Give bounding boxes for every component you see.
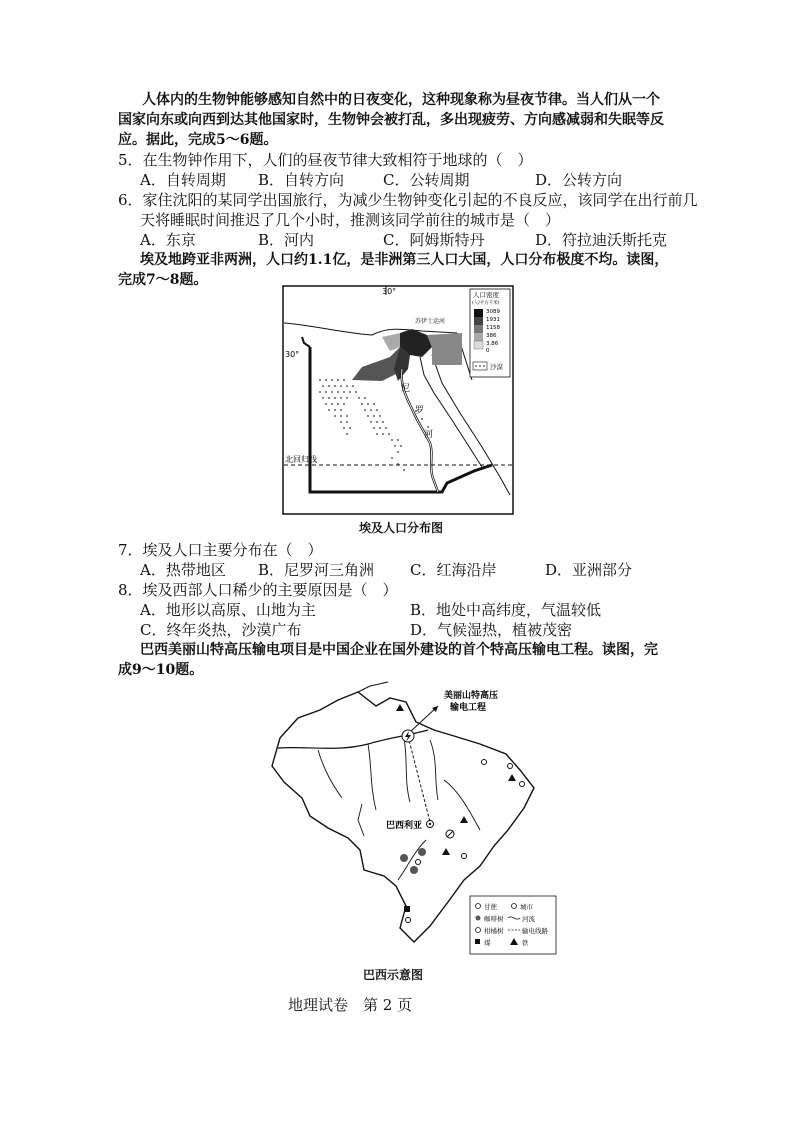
q7-stem: 7．埃及人口主要分布在（ ） (118, 541, 323, 559)
q8-stem: 8．埃及西部人口稀少的主要原因是（ ） (118, 581, 398, 599)
brazil-legend (470, 896, 556, 954)
project-label-line1: 美丽山特高压 (444, 691, 499, 701)
intro1-line2: 国家向东或向西到达其他国家时，生物钟会被打乱，多出现疲劳、方向感减弱和失眠等反 (118, 112, 664, 128)
q5-option-c: C．公转周期 (383, 171, 470, 189)
river-label-char2: 罗 (415, 406, 425, 416)
brasilia-label: 巴西利亚 (386, 821, 423, 831)
legend-iron: 铁 (522, 939, 529, 947)
intro1-line1: 人体内的生物钟能够感知自然中的日夜变化，这种现象称为昼夜节律。当人们从一个 (142, 92, 660, 108)
project-label-line2: 输电工程 (450, 703, 487, 713)
q7-option-b: B．尼罗河三角洲 (258, 561, 375, 579)
legend-value-3: 1158 (486, 325, 500, 331)
q5-options (140, 171, 622, 189)
legend-power-line: 输电线路 (522, 927, 548, 935)
page-footer: 地理试卷 第 2 页 (288, 996, 413, 1014)
q6-stem-line1: 6．家住沈阳的某同学出国旅行，为减少生物钟变化引起的不良反应，该同学在出行前几 (118, 191, 698, 209)
q8-option-d: D．气候湿热，植被茂密 (410, 621, 573, 639)
legend-river: 河流 (522, 915, 535, 923)
river-label-char1: 尼 (401, 384, 411, 394)
legend-value-1: 3089 (486, 309, 500, 315)
q5-option-d: D．公转方向 (535, 171, 623, 189)
lat-label: 30° (285, 350, 300, 359)
egypt-map-caption: 埃及人口分布图 (359, 521, 444, 535)
lon-label: 30° (382, 287, 397, 296)
intro3-line2: 成9～10题。 (118, 662, 204, 678)
q8-option-a: A．地形以高原、山地为主 (140, 601, 316, 619)
q6-option-c: C．阿姆斯特丹 (383, 231, 485, 249)
q7-option-a: A．热带地区 (140, 561, 226, 579)
river-label-char3: 河 (424, 430, 434, 440)
legend-coal: 煤 (484, 939, 491, 947)
legend-value-6: 0 (486, 348, 490, 354)
q5-stem: 5．在生物钟作用下，人们的昼夜节律大致相符于地球的（ ） (118, 151, 533, 169)
brazil-map (258, 680, 558, 958)
q7-option-c: C．红海沿岸 (410, 561, 497, 579)
q8-option-c: C．终年炎热，沙漠广布 (140, 621, 302, 639)
q5-option-a: A．自转周期 (140, 171, 226, 189)
q7-options (140, 561, 632, 579)
q6-options (140, 231, 667, 249)
legend-city: 城市 (520, 903, 533, 911)
legend-unit: (人/平方千米) (472, 301, 500, 306)
legend-value-4: 386 (486, 333, 497, 339)
q8-options-row2 (140, 621, 572, 639)
legend-value-5: 3.86 (486, 341, 499, 347)
q6-stem-line2: 天将睡眠时间推迟了几个小时，推测该同学前往的城市是（ ） (140, 211, 561, 229)
q8-options-row1 (140, 601, 601, 619)
q7-option-d: D．亚洲部分 (545, 561, 633, 579)
egypt-legend (470, 289, 510, 377)
intro2-line1: 埃及地跨亚非两洲，人口约1.1亿，是非洲第三人口大国，人口分布极度不均。读图， (140, 252, 669, 268)
legend-citrus: 柑橘树 (484, 927, 504, 935)
legend-title: 人口密度 (473, 291, 499, 299)
legend-desert: 沙漠 (490, 363, 503, 371)
q6-option-a: A．东京 (140, 231, 196, 249)
tropic-label: 北回归线 (285, 455, 317, 464)
brazil-map-caption: 巴西示意图 (363, 968, 424, 982)
legend-sugarcane: 甘蔗 (484, 903, 497, 911)
q8-option-b: B．地处中高纬度，气温较低 (410, 601, 602, 619)
q6-option-b: B．河内 (258, 231, 315, 249)
legend-coffee: 咖啡树 (484, 915, 504, 923)
egypt-population-map (282, 285, 514, 515)
legend-value-2: 1931 (486, 317, 500, 323)
intro1-line3: 应。据此，完成5～6题。 (118, 132, 278, 148)
q6-option-d: D．符拉迪沃斯托克 (535, 231, 668, 249)
intro2-line2: 完成7～8题。 (118, 272, 208, 288)
q5-option-b: B．自转方向 (258, 171, 345, 189)
suez-label: 苏伊士运河 (415, 318, 446, 325)
intro3-line1: 巴西美丽山特高压输电项目是中国企业在国外建设的首个特高压输电工程。读图，完 (140, 642, 658, 658)
